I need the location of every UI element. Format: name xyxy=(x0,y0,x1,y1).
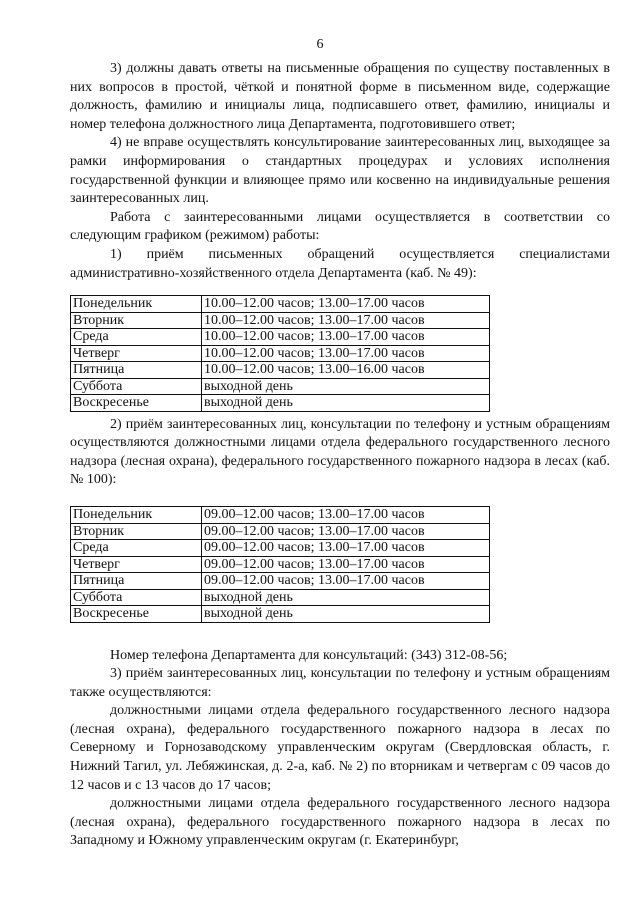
paragraph-item-4: 4) не вправе осуществлять консультирование заинтересованных лиц, выходящее за рамки информирования о стандартных процедурах и условиях исполнения государственной функции и влияющее прямо или косвенно на индивидуальные решения заинтересованных лиц. xyxy=(70,135,610,207)
schedule-table-1 xyxy=(70,295,490,412)
table-row xyxy=(71,395,490,412)
hours-cell: 09.00–12.00 часов; 13.00–17.00 часов xyxy=(202,523,490,540)
day-cell: Воскресенье xyxy=(71,395,202,412)
paragraph-schedule-2: 2) приём заинтересованных лиц, консультации по телефону и устным обращениям осуществляются должностными лицами отдела федерального государственного лесного надзора (лесная охрана), федерального государственного пожарного надзора в лесах (каб. № 100): xyxy=(70,416,610,488)
page-number: 6 xyxy=(316,37,324,52)
day-cell: Понедельник xyxy=(71,507,202,524)
table-row xyxy=(71,507,490,524)
table-row xyxy=(71,345,490,362)
table-row xyxy=(71,329,490,346)
hours-cell: выходной день xyxy=(202,589,490,606)
hours-cell: выходной день xyxy=(202,395,490,412)
table-row xyxy=(71,312,490,329)
day-cell: Четверг xyxy=(71,345,202,362)
paragraph-north-district: должностными лицами отдела федерального государственного лесного надзора (лесная охрана), федерального государственного пожарного надзора в лесах по Северному и Горнозаводскому управленческим округам (Свердловская область, г. Нижний Тагил, ул. Лебяжинская, д. 2-а, каб. № 2) по вторникам и четвергам с 09 часов до 12 часов и с 13 часов до 17 часов; xyxy=(70,703,610,793)
hours-cell: 09.00–12.00 часов; 13.00–17.00 часов xyxy=(202,540,490,557)
hours-cell: 09.00–12.00 часов; 13.00–17.00 часов xyxy=(202,573,490,590)
day-cell: Вторник xyxy=(71,312,202,329)
paragraph-schedule-intro: Работа с заинтересованными лицами осуществляется в соответствии со следующим графиком (режимом) работы: xyxy=(70,209,610,244)
table-row xyxy=(71,573,490,590)
table-row xyxy=(71,378,490,395)
paragraph-schedule-3: 3) приём заинтересованных лиц, консультации по телефону и устным обращениям также осуществляются: xyxy=(70,666,610,700)
hours-cell: 09.00–12.00 часов; 13.00–17.00 часов xyxy=(202,556,490,573)
table-row xyxy=(71,589,490,606)
hours-cell: 10.00–12.00 часов; 13.00–17.00 часов xyxy=(202,329,490,346)
paragraph-phone: Номер телефона Департамента для консультаций: (343) 312-08-56; xyxy=(110,647,508,663)
day-cell: Пятница xyxy=(71,362,202,379)
hours-cell: 09.00–12.00 часов; 13.00–17.00 часов xyxy=(202,507,490,524)
table-row xyxy=(71,362,490,379)
hours-cell: 10.00–12.00 часов; 13.00–16.00 часов xyxy=(202,362,490,379)
day-cell: Суббота xyxy=(71,378,202,395)
paragraph-west-south-district: должностными лицами отдела федерального государственного лесного надзора (лесная охрана), федерального государственного пожарного надзора в лесах по Западному и Южному управленческим округам (г. Екатеринбург, xyxy=(70,796,610,849)
schedule-table-2 xyxy=(70,506,490,623)
day-cell: Среда xyxy=(71,540,202,557)
paragraph-schedule-1: 1) приём письменных обращений осуществляется специалистами административно-хозяйственного отдела Департамента (каб. № 49): xyxy=(70,246,610,281)
day-cell: Пятница xyxy=(71,573,202,590)
hours-cell: выходной день xyxy=(202,606,490,623)
day-cell: Суббота xyxy=(71,589,202,606)
table-row xyxy=(71,556,490,573)
day-cell: Среда xyxy=(71,329,202,346)
hours-cell: выходной день xyxy=(202,378,490,395)
table-row xyxy=(71,296,490,313)
document-body xyxy=(70,60,610,851)
day-cell: Четверг xyxy=(71,556,202,573)
day-cell: Вторник xyxy=(71,523,202,540)
table-row xyxy=(71,540,490,557)
day-cell: Воскресенье xyxy=(71,606,202,623)
hours-cell: 10.00–12.00 часов; 13.00–17.00 часов xyxy=(202,345,490,362)
table-row xyxy=(71,606,490,623)
paragraph-item-3: 3) должны давать ответы на письменные обращения по существу поставленных в них вопросов в простой, чёткой и понятной форме в письменном виде, содержащие должность, фамилию и инициалы лица, подписавшего ответ, фамилию, инициалы и номер телефона должностного лица Департамента, подготовившего ответ; xyxy=(70,61,610,132)
hours-cell: 10.00–12.00 часов; 13.00–17.00 часов xyxy=(202,296,490,313)
hours-cell: 10.00–12.00 часов; 13.00–17.00 часов xyxy=(202,312,490,329)
day-cell: Понедельник xyxy=(71,296,202,313)
table-row xyxy=(71,523,490,540)
